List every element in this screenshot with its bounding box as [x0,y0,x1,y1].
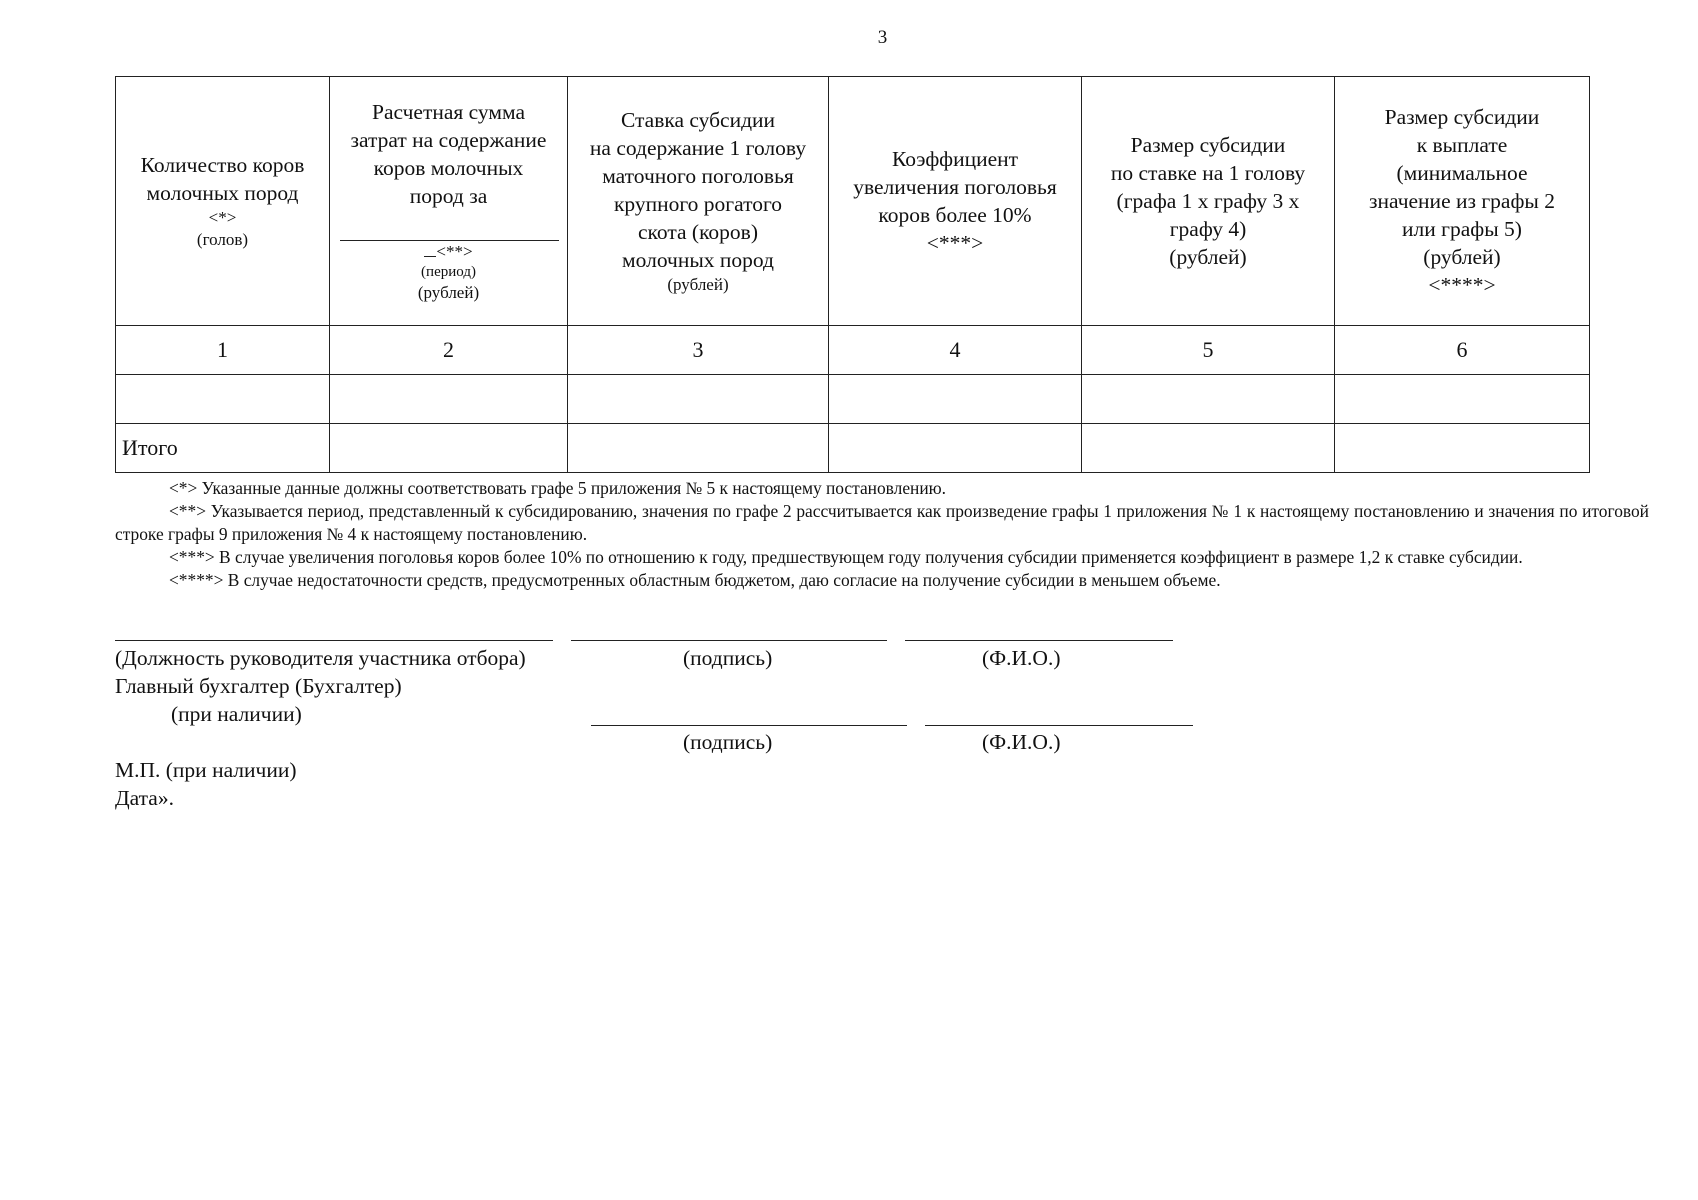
stamp-label: М.П. (при наличии) [115,758,297,782]
footnote: <**> Указывается период, представленный к субсидированию, значения по графе 2 рассчитывается как произведение графы 1 приложения № 1 к настоящему постановлению и значения по итоговой строке графы 9 приложения № 4 к настоящему постановлению. [115,501,1649,544]
head-position-label: (Должность руководителя участника отбора) [115,646,526,670]
table-cell[interactable] [330,375,568,424]
table-cell[interactable] [1082,375,1335,424]
total-row [116,424,1590,473]
accountant-fio-line [925,725,1193,726]
column-number-row [116,326,1590,375]
column-number: 5 [1082,326,1335,375]
accountant-signature-label: (подпись) [683,730,773,754]
subsidy-table [115,76,1590,473]
total-cell[interactable] [1335,424,1590,473]
head-signature-label: (подпись) [683,646,773,670]
table-cell[interactable] [568,375,829,424]
footnote: <****> В случае недостаточности средств, предусмотренных областным бюджетом, даю согласие на получение субсидии в меньшем объеме. [169,570,1221,590]
header-subsidy-to-pay: Размер субсидии к выплате (минимальное значение из графы 2 или графы 5) (рублей) <****> [1335,77,1590,326]
head-fio-line [905,640,1173,641]
footnote: <***> В случае увеличения поголовья коров более 10% по отношению к году, предшествующем году получения субсидии применяется коэффициент в размере 1,2 к ставке субсидии. [169,547,1523,567]
header-subsidy-rate: Ставка субсидии на содержание 1 голову маточного поголовья крупного рогатого скота (коров) молочных пород (рублей) [568,77,829,326]
column-number: 2 [330,326,568,375]
accountant-signature-line [591,725,907,726]
header-subsidy-by-rate: Размер субсидии по ставке на 1 голову (графа 1 х графу 3 х графу 4) (рублей) [1082,77,1335,326]
column-number: 6 [1335,326,1590,375]
footnote: <*> Указанные данные должны соответствовать графе 5 приложения № 5 к настоящему постановлению. [169,478,947,498]
header-estimated-costs: Расчетная сумма затрат на содержание коров молочных пород за <**> (период) (рублей) [330,77,568,326]
period-fill-line [340,226,559,241]
column-number: 3 [568,326,829,375]
total-label: Итого [116,424,330,473]
head-fio-label: (Ф.И.О.) [982,646,1061,670]
column-number: 1 [116,326,330,375]
accountant-note: (при наличии) [171,702,302,726]
total-cell[interactable] [568,424,829,473]
header-cows-count: Количество коров молочных пород <*> (голов) [116,77,330,326]
table-cell[interactable] [829,375,1082,424]
head-position-line [115,640,553,641]
footnotes [115,477,1649,592]
table-cell[interactable] [116,375,330,424]
accountant-fio-label: (Ф.И.О.) [982,730,1061,754]
head-signature-line [571,640,887,641]
total-cell[interactable] [829,424,1082,473]
accountant-title: Главный бухгалтер (Бухгалтер) [115,674,402,698]
column-number: 4 [829,326,1082,375]
table-cell[interactable] [1335,375,1590,424]
total-cell[interactable] [330,424,568,473]
header-coefficient: Коэффициент увеличения поголовья коров более 10% <***> [829,77,1082,326]
page-number: 3 [877,27,888,48]
table-header-row [116,77,1590,326]
total-cell[interactable] [1082,424,1335,473]
date-label: Дата». [115,786,174,810]
data-row [116,375,1590,424]
